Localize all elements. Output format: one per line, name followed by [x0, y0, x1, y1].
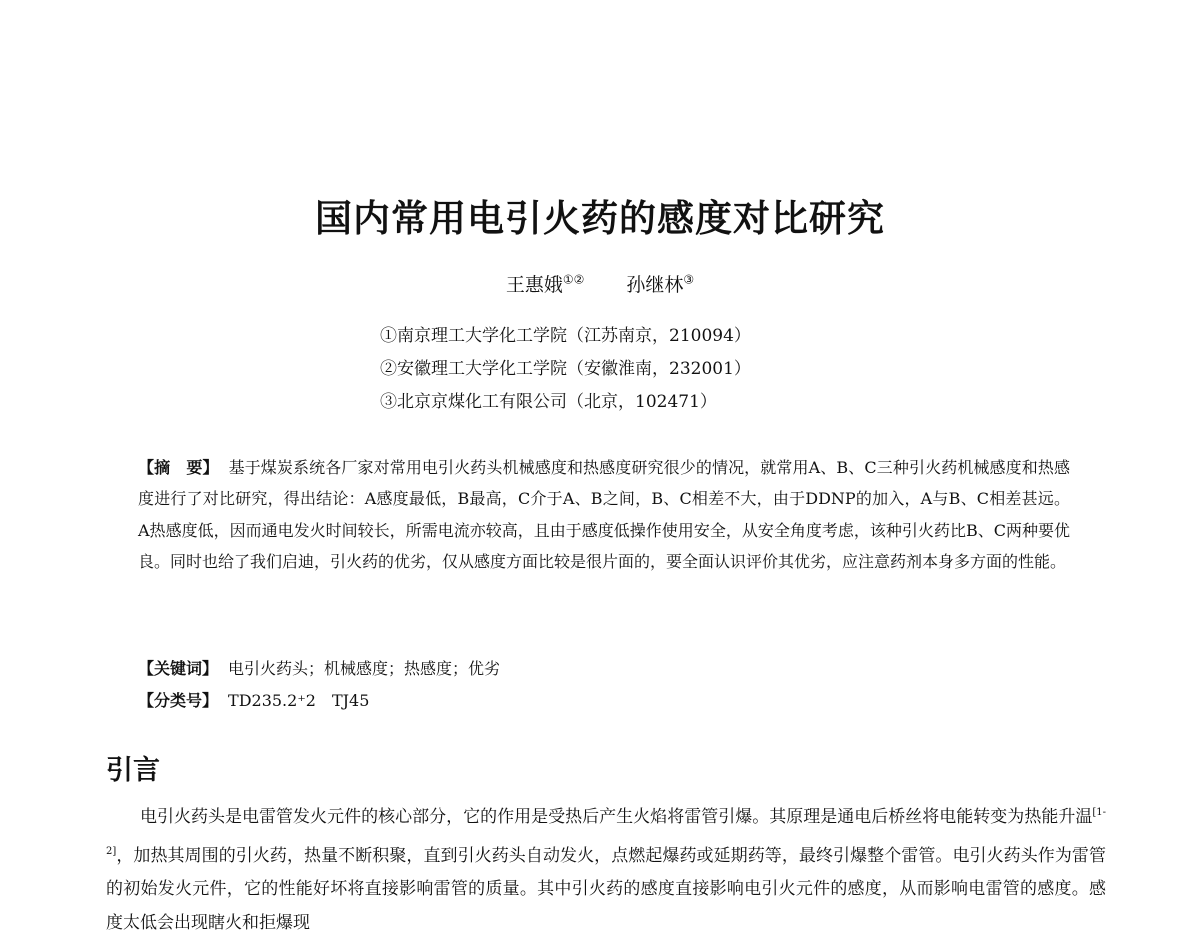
paragraph	[106, 796, 1106, 940]
author-list	[0, 270, 1200, 297]
paragraph-text: ，加热其周围的引火药，热量不断积聚，直到引火药头自动发火，点燃起爆药或延期药等，最终引爆整个雷管。电引火药头作为雷管的初始发火元件，它的性能好坏将直接影响雷管的质量。其中引火药的感度直接影响电引火元件的感度，从而影响电雷管的感度。感度太低会出现瞎火和拒爆现	[106, 845, 1106, 933]
paragraph-text: 电引火药头是电雷管发火元件的核心部分，它的作用是受热后产生火焰将雷管引爆。其原理是通电后桥丝将电能转变为热能升温	[140, 807, 1093, 827]
section-heading-introduction: 引言	[106, 755, 160, 786]
classification-label: 【分类号】	[138, 691, 219, 710]
paper-title: 国内常用电引火药的感度对比研究	[315, 197, 885, 240]
affiliation-list	[380, 320, 751, 419]
author	[506, 270, 585, 297]
keywords-label: 【关键词】	[138, 659, 219, 678]
affiliation: ①南京理工大学化工学院（江苏南京，210094）	[380, 326, 751, 346]
abstract-label: 【摘 要】	[138, 458, 219, 477]
keywords	[138, 656, 500, 679]
keywords-text: 电引火药头；机械感度；热感度；优劣	[228, 659, 501, 678]
affiliation: ③北京京煤化工有限公司（北京，102471）	[380, 392, 717, 412]
abstract	[138, 452, 1070, 577]
classification-number	[138, 688, 369, 711]
author	[626, 270, 694, 297]
affiliation: ②安徽理工大学化工学院（安徽淮南，232001）	[380, 359, 751, 379]
affiliation-mark: ③	[683, 272, 695, 287]
affiliation-mark: ①②	[562, 272, 585, 287]
author-name: 孙继林	[626, 274, 684, 296]
citation-ref: [1-2]	[106, 807, 1106, 857]
author-name: 王惠娥	[505, 274, 563, 296]
classification-text: TD235.2⁺2 TJ45	[228, 691, 370, 710]
introduction-body	[106, 796, 1106, 940]
abstract-text: 基于煤炭系统各厂家对常用电引火药头机械感度和热感度研究很少的情况，就常用A、B、C三种引火药机械感度和热感度进行了对比研究，得出结论：A感度最低，B最高，C介于A、B之间，B、C相差不大，由于DDNP的加入，A与B、C相差甚远。A热感度低，因而通电发火时间较长，所需电流亦较高，且由于感度低操作使用安全，从安全角度考虑，该种引火药比B、C两种要优良。同时也给了我们启迪，引火药的优劣，仅从感度方面比较是很片面的，要全面认识评价其优劣，应注意药剂本身多方面的性能。	[138, 458, 1070, 571]
